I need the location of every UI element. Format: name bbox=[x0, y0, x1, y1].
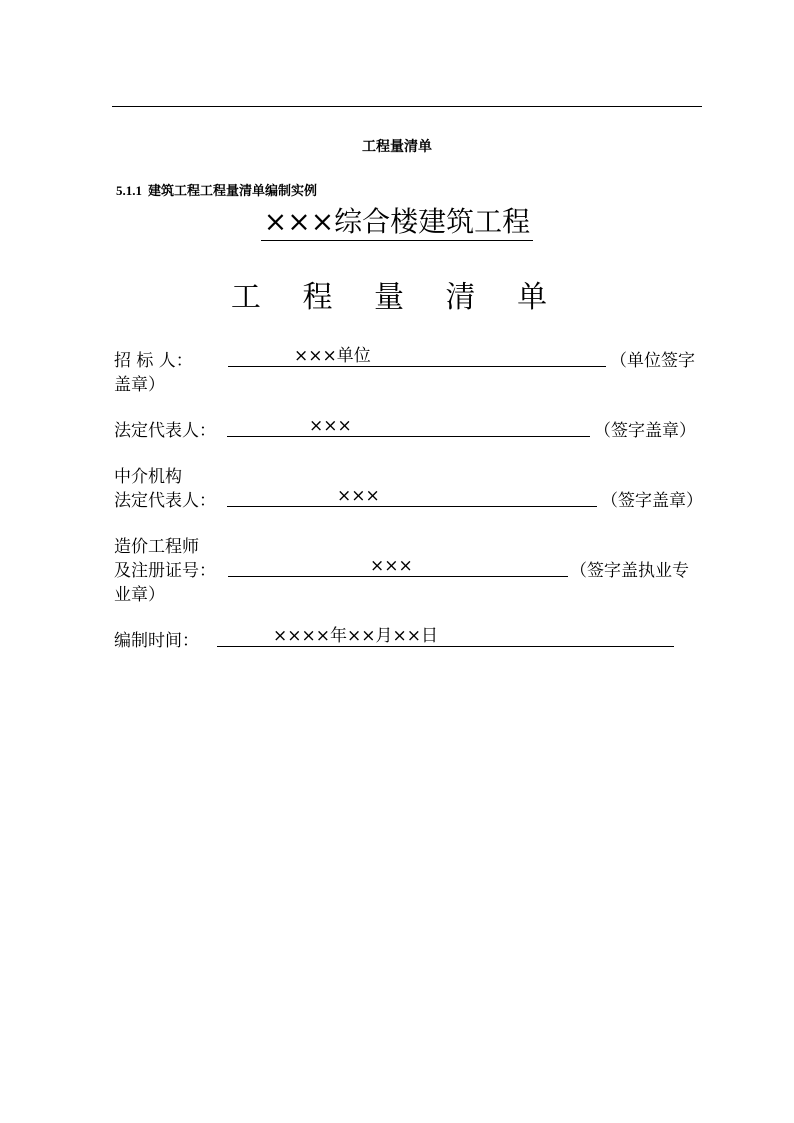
header-rule bbox=[112, 106, 702, 107]
tenderer-field bbox=[228, 344, 606, 367]
agency-rep-value: ××× bbox=[337, 486, 380, 506]
legal-rep-label: 法定代表人： bbox=[114, 421, 216, 441]
cost-engineer-value: ××× bbox=[370, 556, 413, 576]
cost-engineer-label: 造价工程师 bbox=[114, 537, 199, 557]
legal-rep-field bbox=[227, 414, 590, 437]
tenderer-suffix: （单位签字 bbox=[610, 351, 695, 371]
date-field bbox=[217, 624, 674, 647]
agency-rep-suffix: （签字盖章） bbox=[601, 491, 703, 511]
cost-engineer-suffix: （签字盖执业专 bbox=[570, 561, 689, 581]
date-value: ××××年××月××日 bbox=[273, 626, 438, 646]
agency-rep-label: 法定代表人： bbox=[114, 491, 216, 511]
legal-rep-suffix: （签字盖章） bbox=[594, 421, 696, 441]
cost-engineer-field bbox=[228, 554, 568, 577]
section-heading bbox=[116, 180, 317, 199]
project-title-text: ×××综合楼建筑工程 bbox=[261, 205, 533, 241]
tenderer-value: ×××单位 bbox=[294, 346, 371, 366]
cost-engineer-suffix-cont: 业章） bbox=[114, 585, 165, 605]
legal-rep-value: ××× bbox=[309, 416, 352, 436]
section-title: 建筑工程工程量清单编制实例 bbox=[148, 184, 318, 199]
agency-rep-field bbox=[227, 484, 597, 507]
tenderer-suffix-cont: 盖章） bbox=[114, 375, 165, 395]
tenderer-label: 招 标 人： bbox=[114, 351, 193, 371]
date-label: 编制时间： bbox=[114, 631, 199, 651]
page-header-title: 工程量清单 bbox=[362, 139, 432, 155]
section-number: 5.1.1 bbox=[116, 183, 142, 198]
document-title: 工 程 量 清 单 bbox=[230, 280, 564, 315]
project-title bbox=[0, 200, 794, 240]
agency-label: 中介机构 bbox=[114, 467, 182, 487]
cost-engineer-cert-label: 及注册证号： bbox=[114, 561, 216, 581]
